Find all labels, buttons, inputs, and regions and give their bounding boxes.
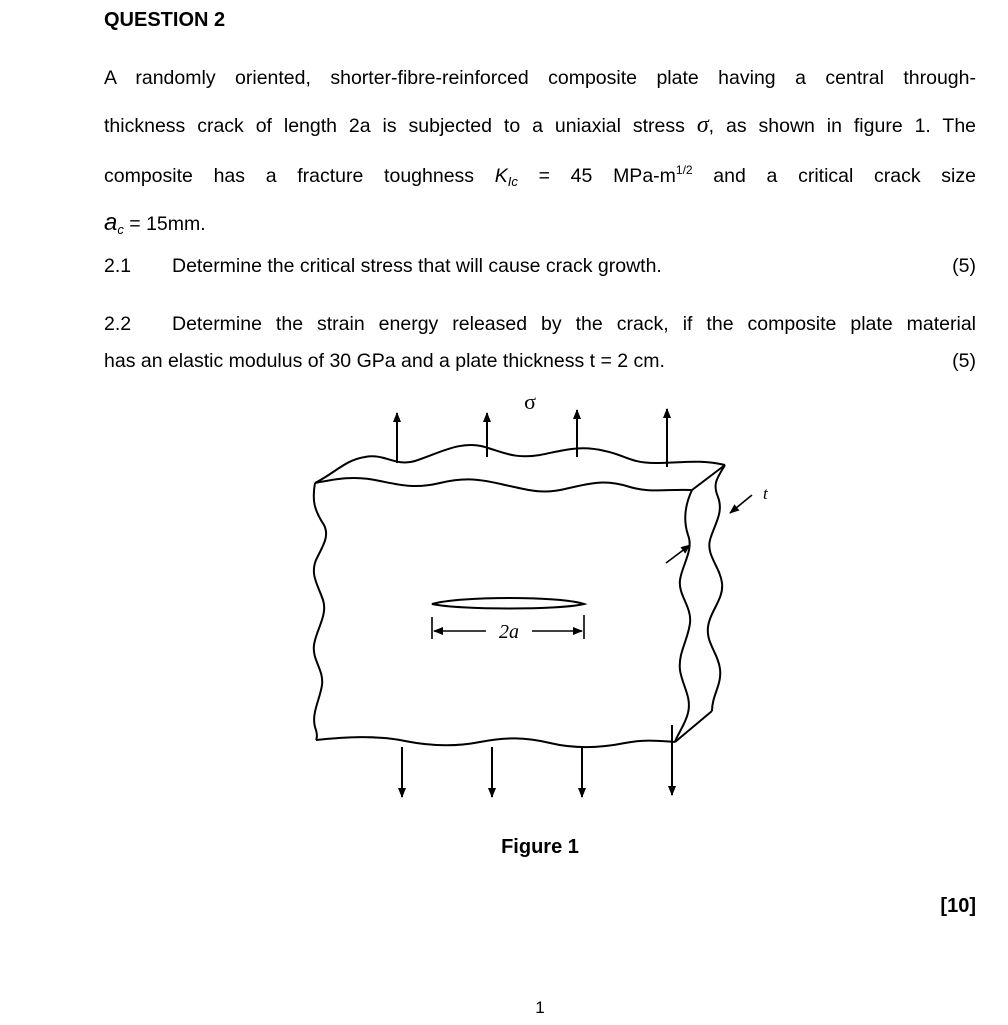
question-line-4-post: = 15mm.	[129, 213, 206, 235]
k-subscript: Ic	[507, 174, 518, 189]
ac-symbol-letter: a	[104, 209, 118, 236]
question-line-2-post: , as shown in figure 1. The	[708, 115, 977, 137]
question-line-2	[104, 113, 976, 138]
question-line-1	[104, 66, 976, 90]
ac-symbol	[104, 209, 124, 236]
subquestion-text: Determine the critical stress that will cause crack growth.	[172, 255, 662, 277]
marks-label: (5)	[952, 350, 976, 372]
subquestion-2-2-cont	[104, 349, 976, 373]
bottom-stress-arrows	[402, 725, 672, 797]
figure-caption: Figure 1	[501, 836, 579, 858]
subquestion-text: Determine the strain energy released by the crack, if the composite plate material	[172, 313, 976, 335]
k-symbol-letter: K	[494, 165, 508, 187]
subquestion-text-cont: has an elastic modulus of 30 GPa and a plate thickness t = 2 cm.	[104, 350, 665, 372]
question-line-3-post: and a critical crack size	[713, 165, 976, 187]
thickness-arrow-outer	[730, 495, 752, 513]
plate-right-edge-back	[708, 465, 725, 711]
figure-plate-diagram	[300, 385, 790, 805]
marks-label: (5)	[952, 255, 976, 277]
question-line-3-mid: = 45 MPa-m	[538, 165, 676, 187]
plate-bottom-right-edge	[675, 711, 712, 742]
exponent: 1/2	[675, 163, 693, 177]
crack	[432, 598, 584, 609]
k-symbol	[495, 165, 518, 187]
crack-length-label: 2a	[499, 621, 519, 643]
thickness-label: t	[763, 484, 768, 503]
plate-left-edge	[314, 483, 326, 740]
figure-sigma-label: σ	[524, 389, 536, 414]
subquestion-number: 2.2	[104, 313, 132, 335]
page-number: 1	[535, 998, 545, 1017]
plate-bottom-edge	[316, 737, 675, 747]
question-line-4	[104, 211, 976, 236]
question-title: QUESTION 2	[104, 9, 226, 31]
question-line-3-pre: composite has a fracture toughness	[104, 165, 475, 187]
question-line-1-text: A randomly oriented, shorter-fibre-reinforced composite plate having a central through-	[104, 67, 976, 89]
plate-right-edge-front	[675, 490, 692, 742]
question-line-2-pre: thickness crack of length 2a is subjected to a uniaxial stress	[104, 115, 685, 137]
plate-top-edge-front	[315, 478, 692, 492]
total-marks: [10]	[940, 895, 976, 917]
question-line-3	[104, 164, 976, 188]
plate-top-right-edge	[692, 465, 725, 490]
ac-subscript: c	[117, 222, 124, 237]
sigma-symbol: σ	[696, 112, 709, 138]
subquestion-number: 2.1	[104, 255, 132, 277]
plate-top-edge-back	[315, 445, 725, 483]
subquestion-2-2	[104, 312, 976, 336]
subquestion-2-1	[104, 254, 976, 278]
